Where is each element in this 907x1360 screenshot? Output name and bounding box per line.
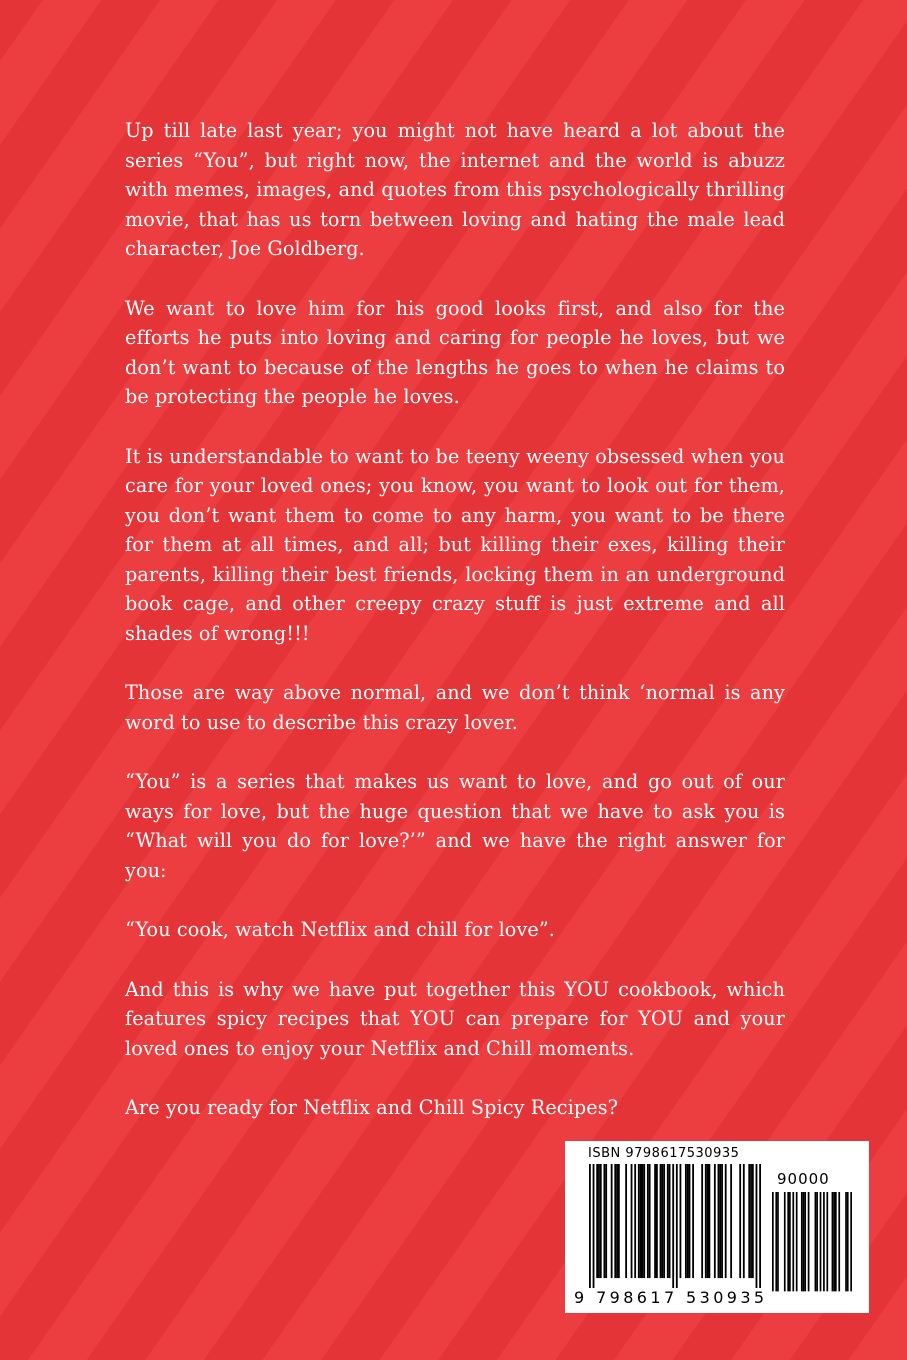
barcode-main-bar <box>692 1164 694 1278</box>
barcode-main-bar <box>672 1164 674 1288</box>
barcode-main-bar <box>759 1164 761 1288</box>
isbn-label: ISBN 9798617530935 <box>588 1146 740 1161</box>
barcode-main-bar <box>640 1164 642 1278</box>
barcode-main-bar <box>625 1164 627 1278</box>
blurb-paragraph-5: “You” is a series that makes us want to love, and go out of our ways for love, but the huge question that we have to ask you is “What will you do for love?’” and we have the right answer for you: <box>125 770 785 882</box>
barcode-addon-bar <box>804 1192 806 1291</box>
isbn-barcode <box>565 1141 869 1313</box>
barcode-addon-bar <box>826 1192 828 1291</box>
barcode-addon-bar <box>801 1192 803 1291</box>
barcode-main-bar <box>643 1164 645 1278</box>
barcode-main-bar <box>721 1164 723 1278</box>
blurb-paragraph-6: “You cook, watch Netflix and chill for love”. <box>125 918 555 941</box>
barcode-main-bar <box>593 1164 595 1288</box>
barcode-main-bar <box>701 1164 703 1278</box>
blurb-paragraph-4: Those are way above normal, and we don’t think ‘normal is any word to use to describe this crazy lover. <box>125 681 785 734</box>
barcode-main-bar <box>660 1164 662 1278</box>
barcode-addon-bar <box>845 1192 847 1291</box>
barcode-main-bar <box>661 1164 663 1278</box>
barcode-addon-bar <box>772 1192 774 1291</box>
barcode-main-bar <box>598 1164 600 1278</box>
barcode-main-bar <box>618 1164 620 1278</box>
price-code: 90000 <box>777 1170 830 1188</box>
barcode-addon-bar <box>796 1192 798 1291</box>
blurb-paragraph-3: It is understandable to want to be teeny weeny obsessed when you care for your loved ones; you know, you want to look out for them, you don’t want them to come to any harm, you want to be there for them at all times, and all; but killing their exes, killing their parents, killing their best friends, locking them in an underground book cage, and other creepy crazy stuff is just extreme and all shades of wrong!!! <box>125 444 785 645</box>
barcode-main-bar <box>687 1164 689 1278</box>
barcode-main-bar <box>611 1164 613 1278</box>
barcode-addon-bar <box>792 1192 794 1291</box>
blurb-paragraph-7: And this is why we have put together this YOU cookbook, which features spicy recipes that YOU can prepare for YOU and your loved ones to enjoy your Netflix and Chill moments. <box>125 977 785 1060</box>
barcode-addon-bar <box>789 1192 791 1291</box>
barcode-main-bar <box>600 1164 602 1278</box>
barcode-main-bar <box>689 1164 691 1278</box>
barcode-addon-bar <box>847 1192 849 1291</box>
barcode-main-bar <box>647 1164 649 1278</box>
barcode-main-bar <box>605 1164 607 1278</box>
blurb-text <box>125 116 785 1153</box>
barcode-addon-bar <box>803 1192 805 1291</box>
barcode-main-bar <box>680 1164 682 1278</box>
barcode-main-bar <box>718 1164 720 1278</box>
barcode-main-bar <box>614 1164 616 1278</box>
barcode-main-bar <box>748 1164 750 1278</box>
blurb-paragraph-8: Are you ready for Netflix and Chill Spicy Recipes? <box>125 1096 619 1119</box>
barcode-main-bar <box>752 1164 754 1278</box>
barcode-main-bar <box>714 1164 716 1278</box>
barcode-addon-bar <box>787 1192 789 1291</box>
barcode-addon-bar <box>832 1192 834 1291</box>
barcode-main-bar <box>616 1164 618 1278</box>
barcode-main-bar <box>634 1164 636 1278</box>
barcode-main-bar <box>654 1164 656 1278</box>
isbn-digits: 9 798617 530935 <box>574 1288 768 1307</box>
barcode-addon-bar <box>777 1192 779 1291</box>
barcode-main-bar <box>589 1164 591 1288</box>
barcode-main-bar <box>750 1164 752 1278</box>
barcode-addon-bar <box>835 1192 837 1291</box>
barcode-addon-bar <box>833 1192 835 1291</box>
barcode-addon-bar <box>816 1192 818 1291</box>
barcode-main-bar <box>656 1164 658 1278</box>
blurb-paragraph-2: We want to love him for his good looks first, and also for the efforts he puts into loving and caring for people he loves, but we don’t want to because of the lengths he goes to when he claims to be protecting the people he loves. <box>125 296 785 408</box>
barcode-main-bar <box>705 1164 707 1278</box>
barcode-addon-bar <box>838 1192 840 1291</box>
barcode-main-bar <box>663 1164 665 1278</box>
barcode-main-bar <box>685 1164 687 1278</box>
barcode-main-bar <box>725 1164 727 1278</box>
barcode-main-bar <box>642 1164 644 1278</box>
barcode-addon-bar <box>850 1192 852 1291</box>
barcode-main-bar <box>603 1164 605 1278</box>
barcode-main-bar <box>676 1164 678 1288</box>
barcode-main-bar <box>743 1164 745 1278</box>
barcode-main-bar <box>719 1164 721 1278</box>
barcode-addon-bar <box>820 1192 822 1291</box>
barcode-main-bar <box>631 1164 633 1278</box>
barcode-main-bar <box>638 1164 640 1278</box>
barcode-addon-bar <box>808 1192 810 1291</box>
barcode-addon-bar <box>823 1192 825 1291</box>
barcode-main-bar <box>596 1164 598 1278</box>
blurb-paragraph-1: Up till late last year; you might not have heard a lot about the series “You”, but right now, the internet and the world is abuzz with memes, images, and quotes from this psychologically thrilling movie, that has us torn between loving and hating the male lead character, Joe Goldberg. <box>125 119 785 260</box>
barcode-main-bar <box>730 1164 732 1278</box>
barcode-main-bar <box>708 1164 710 1278</box>
barcode-main-bar <box>756 1164 758 1288</box>
barcode-main-bar <box>707 1164 709 1278</box>
barcode-main-bar <box>649 1164 651 1278</box>
barcode-addon-bar <box>784 1192 786 1291</box>
barcode-main-bar <box>739 1164 741 1278</box>
barcode-main-bar <box>667 1164 669 1278</box>
barcode-addon-bar <box>775 1192 777 1291</box>
barcode-addon-bars <box>772 1192 852 1300</box>
barcode-main-bar <box>669 1164 671 1278</box>
barcode-main-bars <box>589 1164 761 1288</box>
barcode-addon-bar <box>815 1192 817 1291</box>
